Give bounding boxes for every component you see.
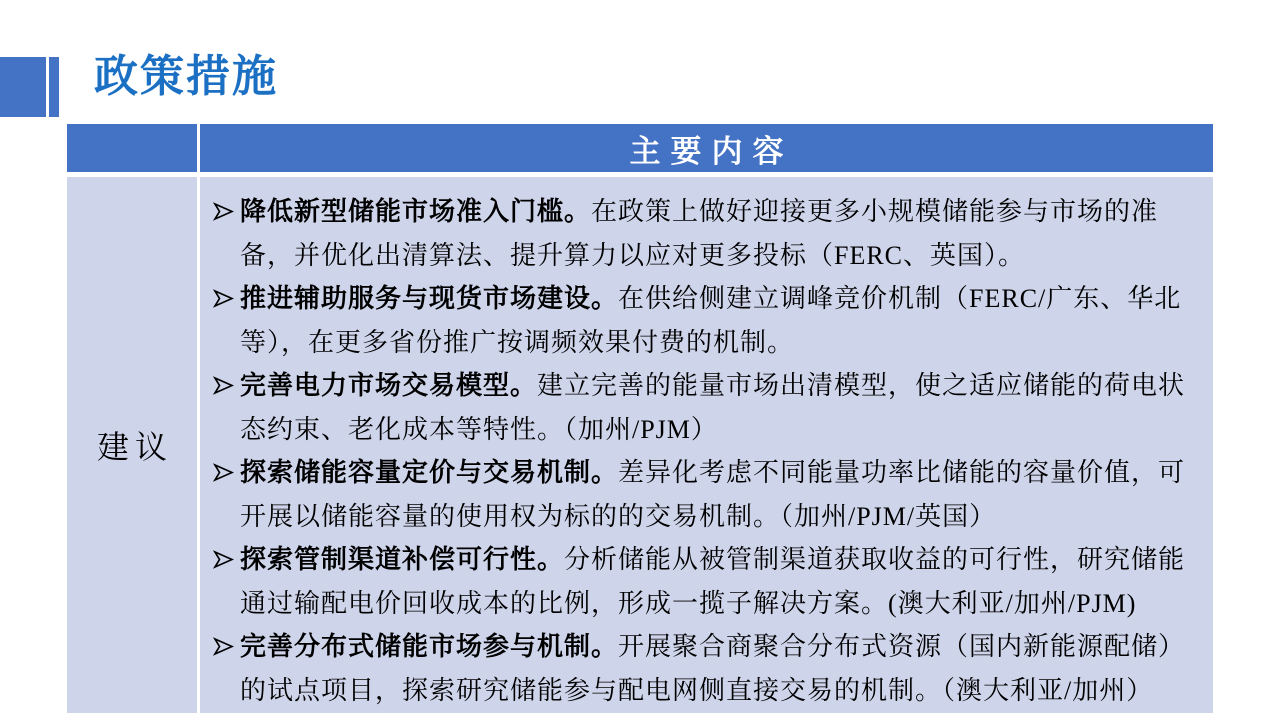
bullet-lead: 完善电力市场交易模型。	[240, 371, 538, 400]
bullet-item	[200, 190, 1207, 277]
row-label: 建议	[96, 429, 173, 465]
content-table	[67, 124, 1213, 713]
bullet-lead: 完善分布式储能市场参与机制。	[240, 632, 619, 661]
arrow-bullet-icon	[213, 201, 234, 222]
bullet-lead: 降低新型储能市场准入门槛。	[240, 197, 592, 226]
bullet-text: 建立完善的能量市场出清模型，使之适应储能的荷电状态约束、老化成本等特性。（加州/PJM）	[240, 371, 1186, 444]
bullet-text: 在供给侧建立调峰竞价机制（FERC/广东、华北等），在更多省份推广按调频效果付费的机制。	[240, 284, 1182, 357]
bullet-item	[200, 364, 1207, 451]
bullet-lead: 探索管制渠道补偿可行性。	[240, 545, 565, 574]
bullet-list	[200, 190, 1207, 712]
bullet-text: 差异化考虑不同能量功率比储能的容量价值，可开展以储能容量的使用权为标的的交易机制。（加州/PJM/英国）	[240, 458, 1186, 531]
arrow-bullet-icon	[213, 462, 234, 483]
main-content-cell	[200, 177, 1213, 713]
bullet-text: 分析储能从被管制渠道获取收益的可行性，研究储能通过输配电价回收成本的比例，形成一揽子解决方案。(澳大利亚/加州/PJM)	[240, 545, 1186, 618]
row-label-cell	[67, 177, 197, 713]
title-accent-square	[0, 57, 46, 117]
arrow-bullet-icon	[213, 636, 234, 657]
bullet-item	[200, 451, 1207, 538]
bullet-text: 开展聚合商聚合分布式资源（国内新能源配储）的试点项目，探索研究储能参与配电网侧直接交易的机制。（澳大利亚/加州）	[240, 632, 1186, 705]
bullet-text: 在政策上做好迎接更多小规模储能参与市场的准备，并优化出清算法、提升算力以应对更多投标（FERC、英国）。	[240, 197, 1159, 270]
bullet-item	[200, 277, 1207, 364]
bullet-item	[200, 538, 1207, 625]
page-title: 政策措施	[94, 52, 278, 101]
table-header-row	[67, 124, 1213, 172]
header-cell-empty	[67, 124, 197, 172]
arrow-bullet-icon	[213, 288, 234, 309]
arrow-bullet-icon	[213, 549, 234, 570]
table-body-row	[67, 177, 1213, 713]
bullet-lead: 探索储能容量定价与交易机制。	[240, 458, 619, 487]
header-cell-main-content: 主要内容	[200, 124, 1213, 172]
arrow-bullet-icon	[213, 375, 234, 396]
bullet-item	[200, 625, 1207, 712]
title-accent-bar	[49, 57, 59, 117]
bullet-lead: 推进辅助服务与现货市场建设。	[240, 284, 619, 313]
